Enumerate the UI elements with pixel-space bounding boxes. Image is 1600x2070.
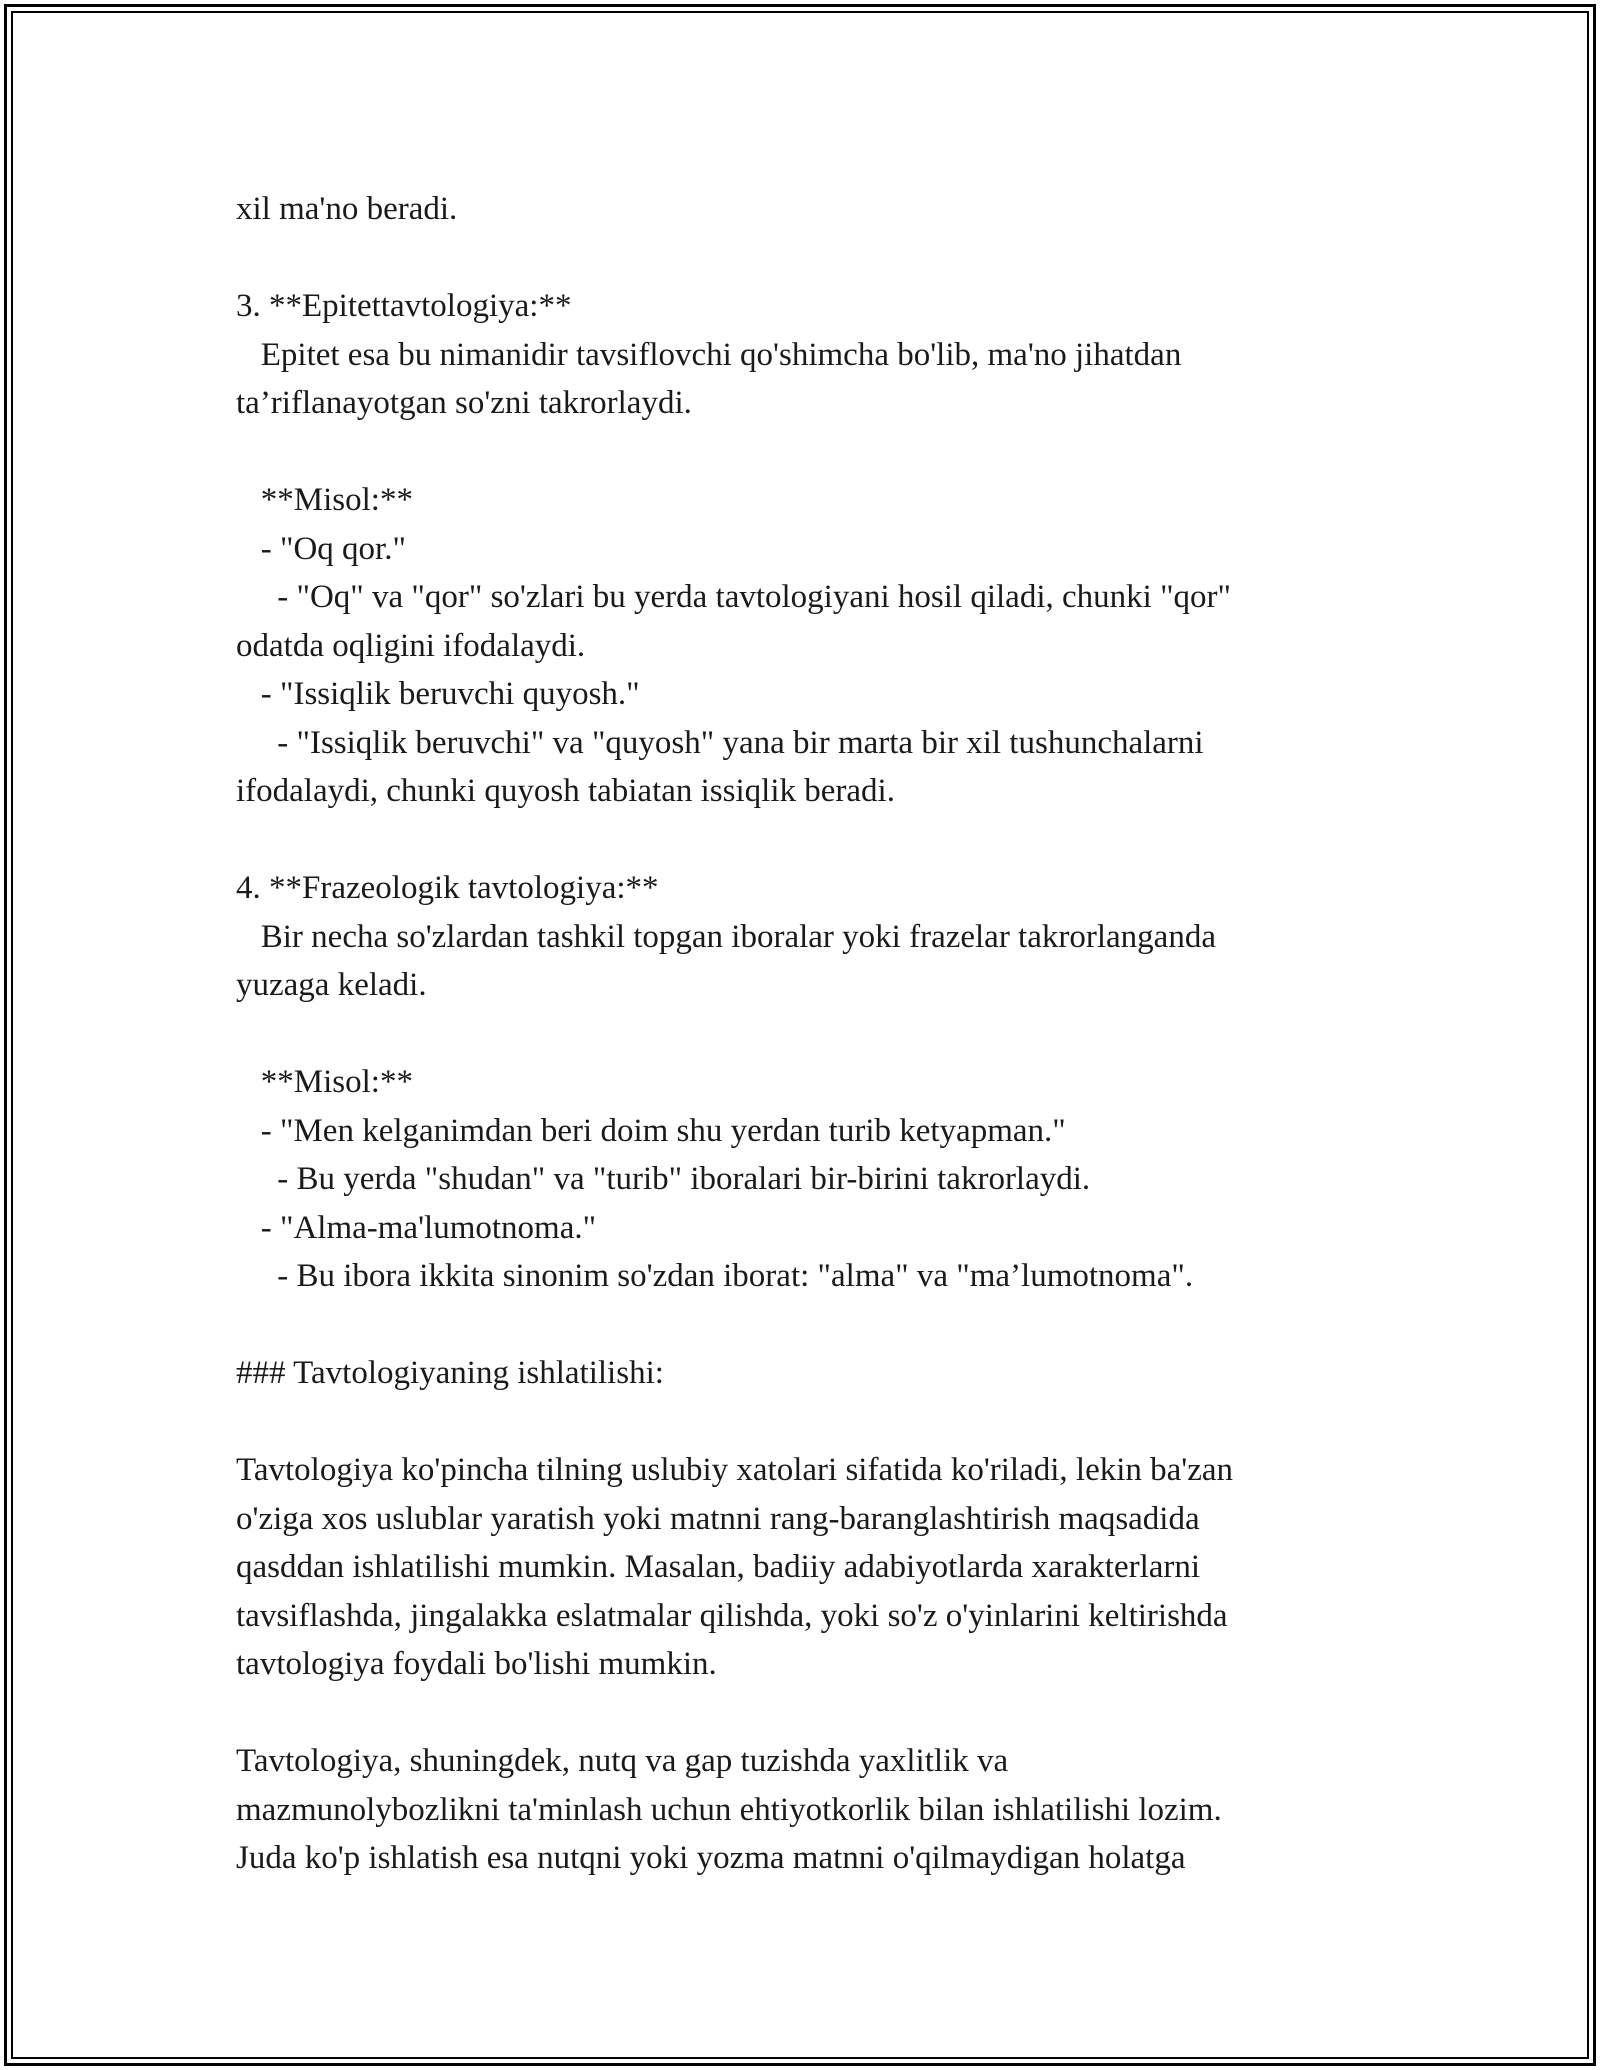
paragraph-line: tavtologiya foydali bo'lishi mumkin. [236,1646,717,1682]
text-line: odatda oqligini ifodalaydi. [236,627,586,664]
paragraph-line: o'ziga xos uslublar yaratish yoki matnni rang-baranglashtirish maqsadida [236,1500,1200,1537]
paragraph-line: Tavtologiya, shuningdek, nutq va gap tuzishda yaxlitlik va [236,1743,1009,1779]
list-subitem: - Bu yerda "shudan" va "turib" iboralari bir-birini takrorlaydi. [236,1161,1091,1197]
text-line: ta’riflanayotgan so'zni takrorlaydi. [236,385,692,421]
list-subitem: - Bu ibora ikkita sinonim so'zdan iborat: "alma" va "ma’lumotnoma". [236,1258,1194,1294]
list-subitem: - "Oq" va "qor" so'zlari bu yerda tavtologiyani hosil qiladi, chunki "qor" [236,579,1231,615]
list-item: - "Oq qor." [236,530,406,567]
paragraph-line: Juda ko'p ishlatish esa nutqni yoki yozma matnni o'qilmaydigan holatga [236,1840,1186,1876]
text-line [236,1301,1416,1350]
example-label: **Misol:** [236,482,413,518]
subsection-heading: ### Tavtologiyaning ishlatilishi: [236,1355,664,1391]
list-item: - "Men kelganimdan beri doim shu yerdan turib ketyapman." [236,1112,1066,1149]
text-line [236,1689,1416,1738]
list-item: - "Issiqlik beruvchi quyosh." [236,676,640,712]
list-subitem: - "Issiqlik beruvchi" va "quyosh" yana bir marta bir xil tushunchalarni [236,724,1204,761]
text-line [236,816,1416,865]
text-line: Bir necha so'zlardan tashkil topgan iboralar yoki frazelar takrorlanganda [236,918,1216,955]
example-label: **Misol:** [236,1064,413,1100]
paragraph-line: tavsiflashda, jingalakka eslatmalar qilishda, yoki so'z o'yinlarini keltirishda [236,1597,1228,1634]
text-line [236,234,1416,283]
text-line [236,1010,1416,1059]
list-item: - "Alma-ma'lumotnoma." [236,1209,597,1246]
text-line [236,428,1416,477]
text-line: ifodalaydi, chunki quyosh tabiatan issiqlik beradi. [236,773,895,809]
text-line: xil ma'no beradi. [236,191,458,227]
text-line: Epitet esa bu nimanidir tavsiflovchi qo'shimcha bo'lib, ma'no jihatdan [236,336,1182,373]
document-body [236,185,1416,1883]
paragraph-line: mazmunolybozlikni ta'minlash uchun ehtiyotkorlik bilan ishlatilishi lozim. [236,1791,1222,1828]
text-line: yuzaga keladi. [236,967,427,1003]
section-heading: 3. **Epitettavtologiya:** [236,288,572,324]
paragraph-line: Tavtologiya ko'pincha tilning uslubiy xatolari sifatida ko'riladi, lekin ba'zan [236,1452,1234,1488]
section-heading: 4. **Frazeologik tavtologiya:** [236,870,659,906]
paragraph-line: qasddan ishlatilishi mumkin. Masalan, badiiy adabiyotlarda xarakterlarni [236,1549,1201,1585]
text-line [236,1398,1416,1447]
